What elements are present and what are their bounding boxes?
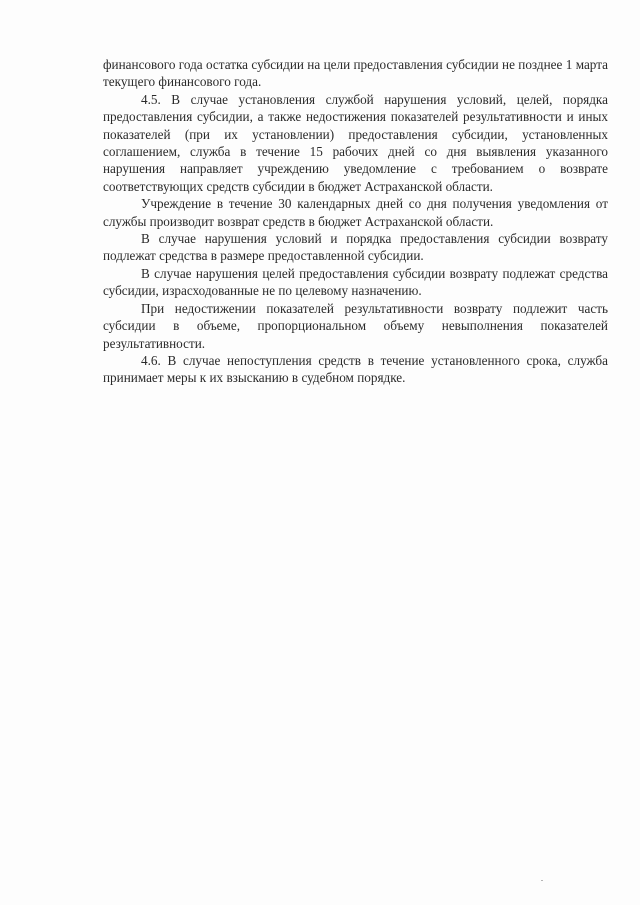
paragraph-4-5: 4.5. В случае установления службой нарушения условий, целей, порядка предоставления субсидии, а также недостижения показателей результативности и иных показателей (при их установлении) предоставления субсидии, установленных соглашением, служба в течение 15 рабочих дней со дня выявления указанного нарушения направляет учреждению уведомление с требованием о возврате соответствующих средств субсидии в бюджет Астраханской области. (103, 91, 608, 194)
paragraph-violation-conditions: В случае нарушения условий и порядка предоставления субсидии возврату подлежат средства в размере предоставленной субсидии. (103, 231, 608, 264)
paragraph-refund-30-days: Учреждение в течение 30 календарных дней со дня получения уведомления от службы производит возврат средств в бюджет Астраханской области. (103, 196, 608, 229)
paragraph-violation-purposes: В случае нарушения целей предоставления субсидии возврату подлежат средства субсидии, израсходованные не по целевому назначению. (103, 265, 608, 299)
scan-speck (541, 880, 543, 881)
paragraph-subsidy-balance: финансового года остатка субсидии на цели предоставления субсидии не позднее 1 марта текущего финансового года. (103, 57, 608, 90)
paragraph-non-achievement: При недостижении показателей результативности возврату подлежит часть субсидии в объеме, пропорциональном объему невыполнения показателей результативности. (103, 300, 608, 351)
document-body (103, 56, 608, 387)
paragraph-4-6: 4.6. В случае непоступления средств в течение установленного срока, служба принимает меры к их взысканию в судебном порядке. (103, 352, 608, 386)
